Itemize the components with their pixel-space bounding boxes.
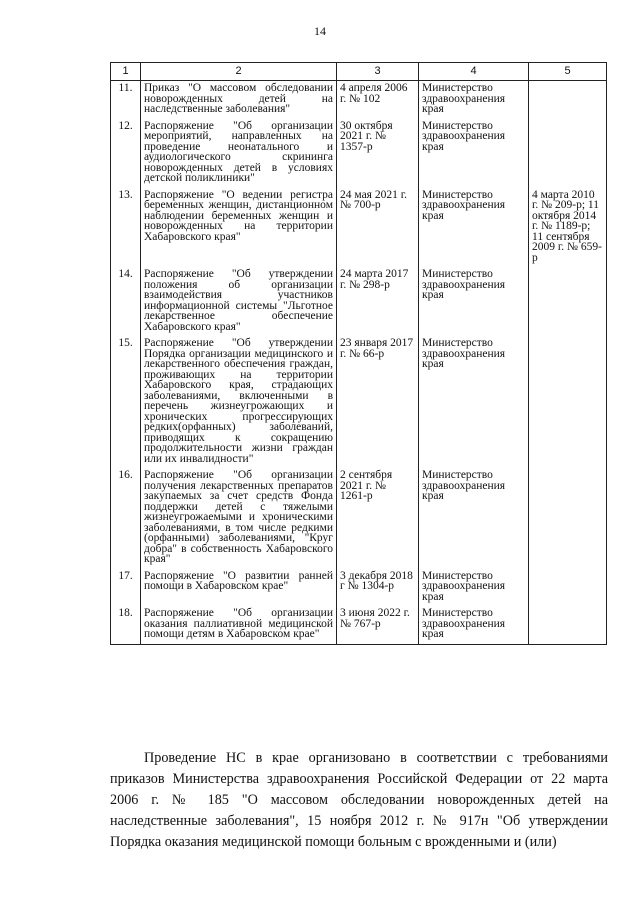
row-number: 15. [111,336,141,468]
table-row [111,336,607,468]
document-title: Распоряжение "О развитии ранней помощи в Хабаровском крае" [141,569,337,607]
row-number: 17. [111,569,141,607]
document-title: Приказ "О массовом обследовании новорожденных детей на наследственные заболевания" [141,81,337,119]
document-title: Распоряжение "Об организации получения лекарственных препаратов закупаемых за счет средств Фонда поддержки детей с тяжелыми жизнеугрожаемыми и хроническими заболеваниями, в том числе редкими (орфанными) заболеваниями, "Круг добра" в собственность Хабаровского края" [141,468,337,569]
table-row [111,267,607,336]
table-header-row [111,63,607,81]
row-number: 14. [111,267,141,336]
document-title: Распоряжение "О ведении регистра беременных женщин, дистанционном наблюдении беременных женщин и новорожденных на территории Хабаровского края" [141,188,337,268]
amendments [529,468,607,569]
document-date: 24 марта 2017 г. № 298-р [337,267,419,336]
row-number: 13. [111,188,141,268]
document-date: 2 сентября 2021 г. № 1261-р [337,468,419,569]
table-row [111,188,607,268]
amendments: 4 марта 2010 г. № 209-р; 11 октября 2014 г. № 1189-р; 11 сентября 2009 г. № 659-р [529,188,607,268]
issuing-authority: Министерство здравоохранения края [419,606,529,644]
column-header: 1 [111,63,141,81]
column-header: 3 [337,63,419,81]
row-number: 16. [111,468,141,569]
row-number: 18. [111,606,141,644]
issuing-authority: Министерство здравоохранения края [419,468,529,569]
amendments [529,267,607,336]
amendments [529,119,607,188]
issuing-authority: Министерство здравоохранения края [419,569,529,607]
document-table [110,62,607,645]
table-row [111,119,607,188]
document-date: 4 апреля 2006 г. № 102 [337,81,419,119]
amendments [529,81,607,119]
document-title: Распоряжение "Об организации оказания паллиативной медицинской помощи детям в Хабаровском крае" [141,606,337,644]
amendments [529,569,607,607]
document-date: 3 июня 2022 г. № 767-р [337,606,419,644]
table-row [111,569,607,607]
document-date: 23 января 2017 г. № 66-р [337,336,419,468]
table-row [111,606,607,644]
table-row [111,468,607,569]
row-number: 12. [111,119,141,188]
issuing-authority: Министерство здравоохранения края [419,188,529,268]
column-header: 4 [419,63,529,81]
document-title: Распоряжение "Об утверждении положения об организации взаимодействия участников информационной системы "Льготное лекарственное обеспечение Хабаровского края" [141,267,337,336]
document-date: 24 мая 2021 г. № 700-р [337,188,419,268]
issuing-authority: Министерство здравоохранения края [419,336,529,468]
page-number: 14 [314,24,326,38]
document-title: Распоряжение "Об утверждении Порядка организации медицинского и лекарственного обеспечения граждан, проживающих на территории Хабаровского края, страдающих заболеваниями, включенными в перечень жизнеугрожающих и хронических прогрессирующих редких(орфанных) заболеваний, приводящих к сокращению продолжительности жизни граждан или их инвалидности" [141,336,337,468]
amendments [529,606,607,644]
table-row [111,81,607,119]
document-date: 30 октября 2021 г. № 1357-р [337,119,419,188]
column-header: 5 [529,63,607,81]
document-date: 3 декабря 2018 г № 1304-р [337,569,419,607]
column-header: 2 [141,63,337,81]
row-number: 11. [111,81,141,119]
body-paragraph: Проведение НС в крае организовано в соответствии с требованиями приказов Министерства здравоохранения Российской Федерации от 22 марта 2006 г. № 185 "О массовом обследовании новорожденных детей на наследственные заболевания", 15 ноября 2012 г. № 917н "Об утверждении Порядка оказания медицинской помощи больным с врожденными и (или) [110,750,608,850]
document-title: Распоряжение "Об организации мероприятий, направленных на проведение неонатального и аудиологического скрининга новорожденных детей в условиях детской поликлиники" [141,119,337,188]
issuing-authority: Министерство здравоохранения края [419,119,529,188]
issuing-authority: Министерство здравоохранения края [419,267,529,336]
amendments [529,336,607,468]
issuing-authority: Министерство здравоохранения края [419,81,529,119]
